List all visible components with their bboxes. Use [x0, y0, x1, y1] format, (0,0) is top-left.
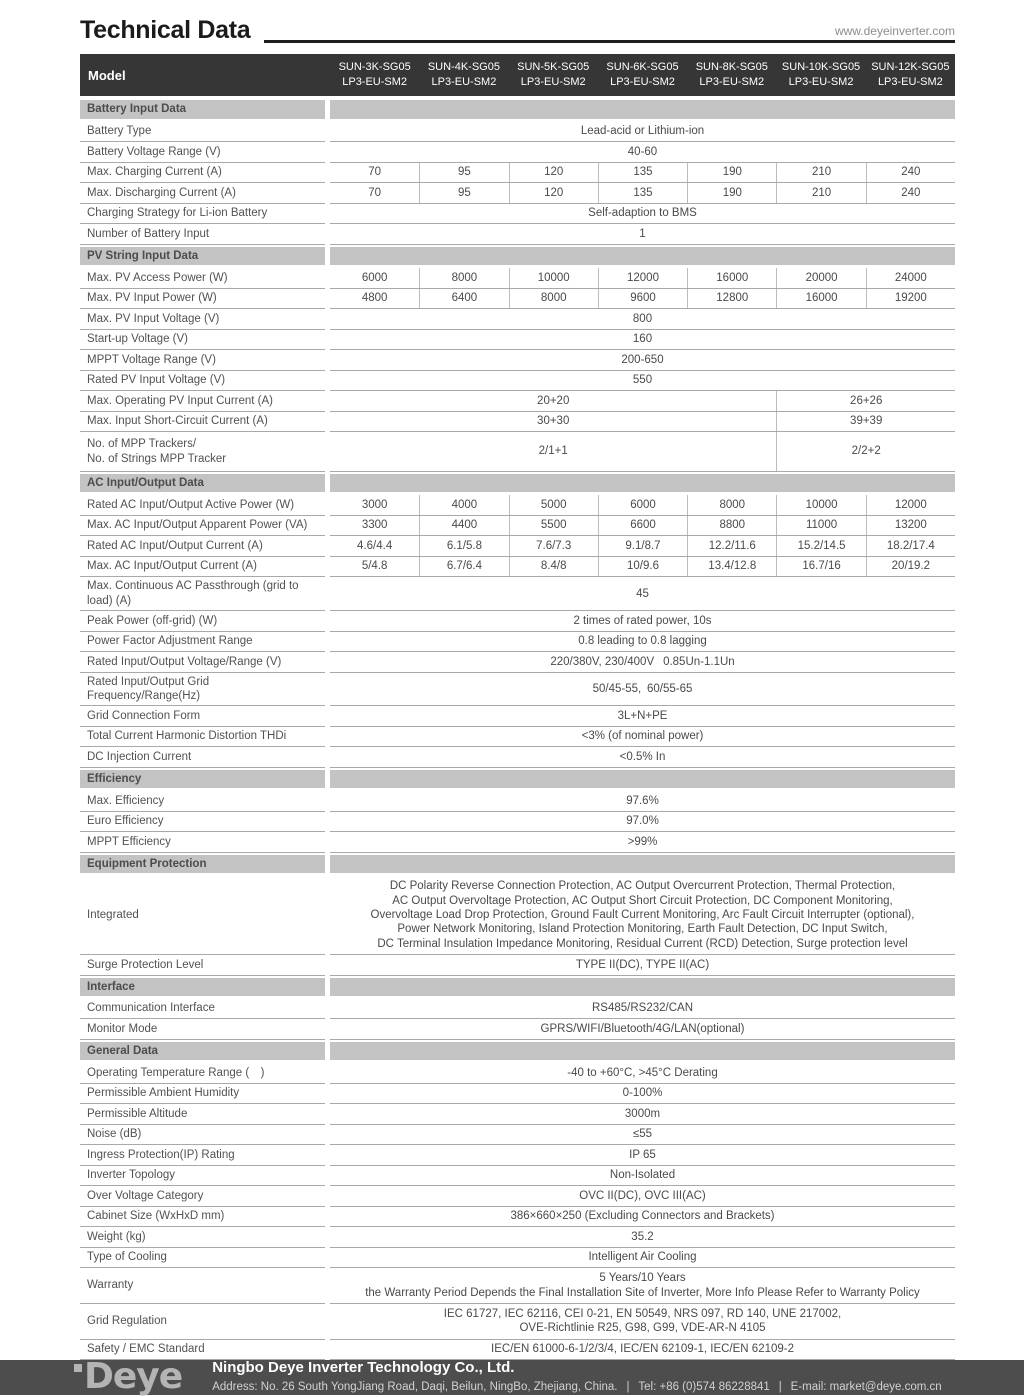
- row-values: [330, 247, 955, 265]
- row-values: [330, 536, 955, 557]
- value-cell: 120: [509, 163, 598, 183]
- row-values: 220/380V, 230/400V 0.85Un-1.1Un: [330, 652, 955, 673]
- row-values: OVC II(DC), OVC III(AC): [330, 1186, 955, 1207]
- row-label: Monitor Mode: [80, 1019, 325, 1040]
- value-cell: 210: [776, 163, 865, 183]
- row-label: AC Input/Output Data: [80, 474, 325, 492]
- section-header: [80, 474, 955, 492]
- value-cell: 8000: [419, 268, 508, 288]
- row-label: Over Voltage Category: [80, 1186, 325, 1207]
- row-values: [330, 100, 955, 118]
- value-cell: 16000: [776, 289, 865, 309]
- value-cell: 6.1/5.8: [419, 536, 508, 556]
- table-row: [80, 1166, 955, 1187]
- value-cell: 12.2/11.6: [687, 536, 776, 556]
- model-column: SUN-6K-SG05 LP3-EU-SM2: [606, 60, 679, 89]
- company-address[interactable]: Address: No. 26 South YongJiang Road, Daqi, Beilun, NingBo, Zhejiang, China. | Tel: +86 (0)574 86228841 | E-mail: market@deye.com.cn: [212, 1380, 942, 1393]
- value-cell: 30+30: [537, 415, 570, 428]
- row-label: Max. Continuous AC Passthrough (grid to load) (A): [80, 577, 325, 611]
- row-label: Cabinet Size (WxHxD mm): [80, 1207, 325, 1228]
- row-values: [330, 289, 955, 310]
- value-cell: 240: [866, 183, 955, 203]
- row-label: Max. Input Short-Circuit Current (A): [80, 412, 325, 433]
- section-header: [80, 247, 955, 265]
- value-cell: 70: [368, 166, 382, 179]
- value-cell: 3300: [361, 519, 388, 532]
- row-label: Rated PV Input Voltage (V): [80, 371, 325, 392]
- table-row: [80, 1186, 955, 1207]
- value-cell: 18.2/17.4: [866, 536, 955, 556]
- value-cell: 95: [419, 183, 508, 203]
- row-values: Lead-acid or Lithium-ion: [330, 122, 955, 143]
- value-line: AC Output Overvoltage Protection, AC Output Short Circuit Protection, DC Component Monitoring,: [392, 894, 893, 907]
- value-cell: 13200: [866, 516, 955, 536]
- row-label: Max. Discharging Current (A): [80, 183, 325, 204]
- row-label: No. of MPP Trackers/ No. of Strings MPP Tracker: [80, 432, 325, 472]
- row-label: Rated Input/Output Voltage/Range (V): [80, 652, 325, 673]
- row-values: [330, 855, 955, 873]
- table-row: [80, 1125, 955, 1146]
- table-row: [80, 142, 955, 163]
- row-values: 45: [330, 577, 955, 611]
- value-line: OVE-Richtlinie R25, G98, G99, VDE-AR-N 4105: [519, 1322, 766, 1335]
- row-values: IEC/EN 61000-6-1/2/3/4, IEC/EN 62109-1, IEC/EN 62109-2: [330, 1340, 955, 1361]
- row-label: Inverter Topology: [80, 1166, 325, 1187]
- value-cell: 12000: [866, 495, 955, 515]
- table-row: [80, 1227, 955, 1248]
- value-cell: 70: [368, 186, 382, 199]
- row-label: Number of Battery Input: [80, 224, 325, 245]
- table-row: [80, 1268, 955, 1304]
- row-values: [330, 557, 955, 578]
- value-cell: 5500: [509, 516, 598, 536]
- value-cell: 19200: [866, 289, 955, 309]
- row-values: 3L+N+PE: [330, 706, 955, 727]
- value-cell: 6.7/6.4: [419, 557, 508, 577]
- value-cell: 7.6/7.3: [509, 536, 598, 556]
- value-cell: 20000: [776, 268, 865, 288]
- value-cell: 4.6/4.4: [357, 539, 393, 552]
- row-values: Non-Isolated: [330, 1166, 955, 1187]
- row-label: Euro Efficiency: [80, 812, 325, 833]
- model-column: SUN-5K-SG05 LP3-EU-SM2: [517, 60, 590, 89]
- table-row: [80, 1019, 955, 1040]
- row-values: [330, 978, 955, 996]
- value-cell: 8800: [687, 516, 776, 536]
- row-values: 97.0%: [330, 812, 955, 833]
- row-label: Grid Regulation: [80, 1304, 325, 1340]
- table-row: [80, 747, 955, 768]
- model-columns: [330, 54, 955, 96]
- logo-square-icon: [74, 1364, 82, 1372]
- section-header: [80, 100, 955, 118]
- value-cell: 26+26: [776, 391, 955, 411]
- value-cell: 190: [687, 183, 776, 203]
- row-label: Battery Type: [80, 122, 325, 143]
- table-row: [80, 706, 955, 727]
- table-row: [80, 309, 955, 330]
- table-row: [80, 611, 955, 632]
- table-row: [80, 495, 955, 516]
- row-values: Intelligent Air Cooling: [330, 1248, 955, 1269]
- row-label: Communication Interface: [80, 999, 325, 1020]
- row-label: Battery Voltage Range (V): [80, 142, 325, 163]
- row-values: [330, 495, 955, 516]
- row-values: TYPE II(DC), TYPE II(AC): [330, 955, 955, 976]
- row-values: 386×660×250 (Excluding Connectors and Brackets): [330, 1207, 955, 1228]
- row-values: [330, 412, 955, 433]
- table-row: [80, 224, 955, 245]
- value-cell: 12800: [687, 289, 776, 309]
- row-label: Power Factor Adjustment Range: [80, 632, 325, 653]
- title-rule: [264, 25, 955, 43]
- model-column: SUN-3K-SG05 LP3-EU-SM2: [338, 60, 411, 89]
- model-column: SUN-12K-SG05 LP3-EU-SM2: [871, 60, 950, 89]
- row-values: [330, 1304, 955, 1340]
- value-cell: 4000: [419, 495, 508, 515]
- value-line: the Warranty Period Depends the Final Installation Site of Inverter, More Info Please Refer to Warranty Policy: [365, 1286, 920, 1299]
- table-row: [80, 1145, 955, 1166]
- value-line: IEC 61727, IEC 62116, CEI 0-21, EN 50549, NRS 097, RD 140, UNE 217002,: [443, 1308, 842, 1320]
- value-cell: 10000: [509, 268, 598, 288]
- row-values: <3% (of nominal power): [330, 727, 955, 748]
- table-row: [80, 1340, 955, 1361]
- value-cell: 39+39: [776, 412, 955, 432]
- row-values: 1: [330, 224, 955, 245]
- website-link[interactable]: www.deyeinverter.com: [834, 24, 955, 39]
- row-label: Noise (dB): [80, 1125, 325, 1146]
- row-values: IP 65: [330, 1145, 955, 1166]
- spec-table: [80, 100, 955, 1360]
- row-label: Rated Input/Output Grid Frequency/Range(Hz): [80, 673, 325, 707]
- row-values: 0.8 leading to 0.8 lagging: [330, 632, 955, 653]
- value-cell: 4400: [419, 516, 508, 536]
- table-row: [80, 832, 955, 853]
- row-label: Max. PV Input Power (W): [80, 289, 325, 310]
- row-label: Max. Operating PV Input Current (A): [80, 391, 325, 412]
- value-line: DC Polarity Reverse Connection Protection, AC Output Overcurrent Protection, Thermal Protection,: [389, 880, 896, 893]
- row-values: [330, 1042, 955, 1060]
- row-values: 800: [330, 309, 955, 330]
- table-row: [80, 330, 955, 351]
- row-label: Permissible Ambient Humidity: [80, 1084, 325, 1105]
- table-row: [80, 432, 955, 472]
- row-label: Permissible Altitude: [80, 1104, 325, 1125]
- table-row: [80, 1104, 955, 1125]
- row-values: [330, 163, 955, 184]
- row-values: 160: [330, 330, 955, 351]
- row-values: 550: [330, 371, 955, 392]
- row-values: [330, 391, 955, 412]
- model-column: SUN-10K-SG05 LP3-EU-SM2: [781, 60, 861, 89]
- row-label: Interface: [80, 978, 325, 996]
- table-row: [80, 204, 955, 225]
- table-row: [80, 183, 955, 204]
- table-row: [80, 412, 955, 433]
- value-cell: 6400: [419, 289, 508, 309]
- row-values: 0-100%: [330, 1084, 955, 1105]
- table-row: [80, 791, 955, 812]
- row-label: Operating Temperature Range ( ): [80, 1063, 325, 1084]
- row-label: Total Current Harmonic Distortion THDi: [80, 727, 325, 748]
- table-row: [80, 289, 955, 310]
- table-row: [80, 350, 955, 371]
- value-cell: 10000: [776, 495, 865, 515]
- row-values: 3000m: [330, 1104, 955, 1125]
- value-cell: 10/9.6: [598, 557, 687, 577]
- row-values: GPRS/WIFI/Bluetooth/4G/LAN(optional): [330, 1019, 955, 1040]
- table-row: [80, 727, 955, 748]
- value-cell: 6000: [598, 495, 687, 515]
- table-row: [80, 577, 955, 611]
- row-label: Start-up Voltage (V): [80, 330, 325, 351]
- row-label: Equipment Protection: [80, 855, 325, 873]
- table-row: [80, 999, 955, 1020]
- value-cell: 4800: [361, 292, 388, 305]
- row-label: Surge Protection Level: [80, 955, 325, 976]
- value-cell: 15.2/14.5: [776, 536, 865, 556]
- value-cell: 5/4.8: [361, 560, 388, 573]
- row-values: [330, 770, 955, 788]
- value-cell: 2/1+1: [538, 445, 568, 458]
- row-values: [330, 432, 955, 472]
- row-values: [330, 268, 955, 289]
- table-row: [80, 268, 955, 289]
- row-label: Rated AC Input/Output Current (A): [80, 536, 325, 557]
- row-label: Max. AC Input/Output Current (A): [80, 557, 325, 578]
- model-header-row: [80, 54, 955, 96]
- row-label: Peak Power (off-grid) (W): [80, 611, 325, 632]
- value-cell: 5000: [509, 495, 598, 515]
- row-values: [330, 876, 955, 955]
- page-title: Technical Data: [80, 16, 251, 44]
- row-label: Grid Connection Form: [80, 706, 325, 727]
- value-cell: 135: [598, 183, 687, 203]
- row-label: MPPT Voltage Range (V): [80, 350, 325, 371]
- model-column: SUN-8K-SG05 LP3-EU-SM2: [695, 60, 768, 89]
- footer: [0, 1356, 1024, 1397]
- value-cell: 11000: [776, 516, 865, 536]
- value-cell: 20/19.2: [866, 557, 955, 577]
- row-values: -40 to +60°C, >45°C Derating: [330, 1063, 955, 1084]
- model-column: SUN-4K-SG05 LP3-EU-SM2: [427, 60, 500, 89]
- table-row: [80, 536, 955, 557]
- section-header: [80, 855, 955, 873]
- section-header: [80, 770, 955, 788]
- row-label: Max. AC Input/Output Apparent Power (VA): [80, 516, 325, 537]
- row-label: PV String Input Data: [80, 247, 325, 265]
- row-label: Type of Cooling: [80, 1248, 325, 1269]
- table-row: [80, 876, 955, 955]
- value-cell: 6600: [598, 516, 687, 536]
- row-label: Max. PV Input Voltage (V): [80, 309, 325, 330]
- table-row: [80, 371, 955, 392]
- table-row: [80, 163, 955, 184]
- row-values: [330, 474, 955, 492]
- value-cell: 210: [776, 183, 865, 203]
- value-cell: 9.1/8.7: [598, 536, 687, 556]
- row-values: ≤55: [330, 1125, 955, 1146]
- table-row: [80, 632, 955, 653]
- row-label: Max. PV Access Power (W): [80, 268, 325, 289]
- value-cell: 12000: [598, 268, 687, 288]
- row-label: Ingress Protection(IP) Rating: [80, 1145, 325, 1166]
- row-label: General Data: [80, 1042, 325, 1060]
- row-label: Safety / EMC Standard: [80, 1340, 325, 1361]
- value-cell: 3000: [361, 498, 388, 511]
- footer-info: [212, 1360, 941, 1394]
- value-cell: 24000: [866, 268, 955, 288]
- value-cell: 13.4/12.8: [687, 557, 776, 577]
- value-cell: 20+20: [537, 394, 570, 407]
- table-row: [80, 391, 955, 412]
- table-row: [80, 1084, 955, 1105]
- value-line: Power Network Monitoring, Island Protection Monitoring, Earth Fault Detection, DC Input Switch,: [397, 923, 888, 936]
- row-values: [330, 183, 955, 204]
- table-row: [80, 516, 955, 537]
- value-line: Overvoltage Load Drop Protection, Ground Fault Current Monitoring, Arc Fault Circuit Interrupter (optional),: [370, 908, 915, 921]
- value-cell: 9600: [598, 289, 687, 309]
- row-values: [330, 516, 955, 537]
- value-cell: 8000: [687, 495, 776, 515]
- row-label: Efficiency: [80, 770, 325, 788]
- table-row: [80, 122, 955, 143]
- value-cell: 16.7/16: [776, 557, 865, 577]
- row-label: Rated AC Input/Output Active Power (W): [80, 495, 325, 516]
- company-name: Ningbo Deye Inverter Technology Co., Ltd.: [212, 1359, 515, 1377]
- value-cell: 95: [419, 163, 508, 183]
- row-values: 97.6%: [330, 791, 955, 812]
- table-row: [80, 812, 955, 833]
- row-values: Self-adaption to BMS: [330, 204, 955, 225]
- row-values: RS485/RS232/CAN: [330, 999, 955, 1020]
- value-cell: 240: [866, 163, 955, 183]
- row-values: >99%: [330, 832, 955, 853]
- table-row: [80, 1248, 955, 1269]
- row-label: DC Injection Current: [80, 747, 325, 768]
- section-header: [80, 1042, 955, 1060]
- logo-text: Deye: [84, 1356, 183, 1397]
- table-row: [80, 955, 955, 976]
- row-label: Integrated: [80, 876, 325, 955]
- row-label: Battery Input Data: [80, 100, 325, 118]
- value-line: 5 Years/10 Years: [599, 1272, 686, 1285]
- title-bar: [80, 17, 955, 43]
- table-row: [80, 557, 955, 578]
- value-cell: 2/2+2: [776, 432, 955, 471]
- row-label: Charging Strategy for Li-ion Battery: [80, 204, 325, 225]
- row-values: [330, 1268, 955, 1304]
- row-label: Weight (kg): [80, 1227, 325, 1248]
- table-row: [80, 1063, 955, 1084]
- value-cell: 16000: [687, 268, 776, 288]
- row-values: 200-650: [330, 350, 955, 371]
- value-cell: 190: [687, 163, 776, 183]
- row-label: Max. Charging Current (A): [80, 163, 325, 184]
- row-values: 50/45-55, 60/55-65: [330, 673, 955, 707]
- row-values: 40-60: [330, 142, 955, 163]
- row-values: <0.5% In: [330, 747, 955, 768]
- value-cell: 6000: [361, 271, 388, 284]
- table-row: [80, 652, 955, 673]
- row-label: MPPT Efficiency: [80, 832, 325, 853]
- row-values: 35.2: [330, 1227, 955, 1248]
- row-label: Warranty: [80, 1268, 325, 1304]
- table-row: [80, 673, 955, 707]
- value-cell: 8000: [509, 289, 598, 309]
- table-row: [80, 1207, 955, 1228]
- row-values: 2 times of rated power, 10s: [330, 611, 955, 632]
- section-header: [80, 978, 955, 996]
- model-label: Model: [88, 67, 126, 83]
- row-label: Max. Efficiency: [80, 791, 325, 812]
- table-row: [80, 1304, 955, 1340]
- value-cell: 120: [509, 183, 598, 203]
- value-cell: 8.4/8: [509, 557, 598, 577]
- value-line: DC Terminal Insulation Impedance Monitoring, Residual Current (RCD) Detection, Surge protection level: [377, 937, 908, 950]
- value-cell: 135: [598, 163, 687, 183]
